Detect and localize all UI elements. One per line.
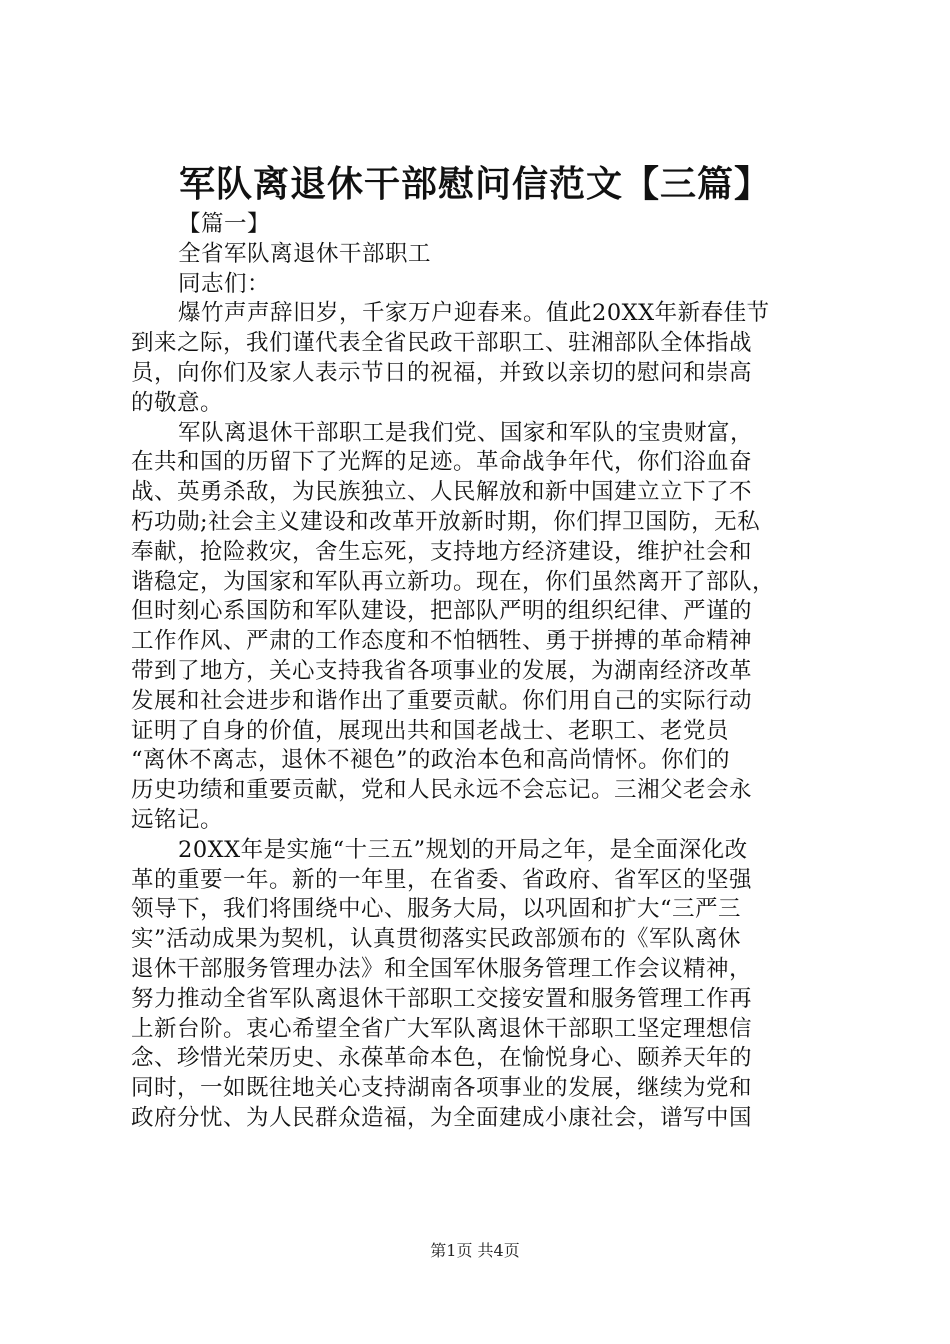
document-title: 军队离退休干部慰问信范文【三篇】 (178, 163, 771, 205)
paragraph-line: 证明了自身的价值，展现出共和国老战士、老职工、老党员 (131, 717, 730, 744)
paragraph-line: 朽功勋;社会主义建设和改革开放新时期，你们捍卫国防，无私 (131, 508, 761, 535)
section-heading: 【篇一】 (178, 211, 271, 237)
paragraph-line: 爆竹声声辞旧岁，千家万户迎春来。值此20XX年新春佳节 (178, 300, 770, 327)
paragraph-line: 上新台阶。衷心希望全省广大军队离退休干部职工坚定理想信 (131, 1015, 753, 1042)
paragraph-line: 领导下，我们将围绕中心、服务大局，以巩固和扩大“三严三 (131, 896, 742, 923)
paragraph-line: 军队离退休干部职工是我们党、国家和军队的宝贵财富， (178, 419, 754, 446)
paragraph-line: 实”活动成果为契机，认真贯彻落实民政部颁布的《军队离休 (131, 926, 742, 953)
paragraph-line: 革的重要一年。新的一年里，在省委、省政府、省军区的坚强 (131, 866, 753, 893)
paragraph-line: 努力推动全省军队离退休干部职工交接安置和服务管理工作再 (131, 985, 753, 1012)
paragraph-line: 20XX年是实施“十三五”规划的开局之年，是全面深化改 (178, 836, 748, 863)
paragraph-line: 工作作风、严肃的工作态度和不怕牺牲、勇于拼搏的革命精神 (131, 628, 753, 655)
paragraph-line: 退休干部服务管理办法》和全国军休服务管理工作会议精神， (131, 955, 753, 982)
paragraph-line: 历史功绩和重要贡献，党和人民永远不会忘记。三湘父老会永 (131, 777, 753, 804)
page-number-footer: 第1页 共4页 (430, 1241, 520, 1260)
document-body (131, 210, 831, 1134)
salutation: 同志们： (178, 270, 271, 297)
paragraph-line: 奉献，抢险救灾，舍生忘死，支持地方经济建设，维护社会和 (131, 538, 753, 565)
paragraph-line: 战、英勇杀敌，为民族独立、人民解放和新中国建立立下了不 (131, 479, 753, 506)
paragraph-line: 到来之际，我们谨代表全省民政干部职工、驻湘部队全体指战 (131, 330, 753, 357)
paragraph-line: “离休不离志，退休不褪色”的政治本色和高尚情怀。你们的 (131, 747, 731, 774)
paragraph-line: 同时，一如既往地关心支持湖南各项事业的发展，继续为党和 (131, 1075, 753, 1102)
salutation-recipient: 全省军队离退休干部职工 (178, 240, 432, 267)
paragraph-line: 念、珍惜光荣历史、永葆革命本色，在愉悦身心、颐养天年的 (131, 1045, 753, 1072)
paragraph-line: 谐稳定，为国家和军队再立新功。现在，你们虽然离开了部队， (131, 568, 776, 595)
paragraph-line: 的敬意。 (131, 389, 224, 416)
paragraph-line: 政府分忧、为人民群众造福，为全面建成小康社会，谱写中国 (131, 1104, 753, 1131)
paragraph-line: 发展和社会进步和谐作出了重要贡献。你们用自己的实际行动 (131, 687, 753, 714)
paragraph-line: 但时刻心系国防和军队建设，把部队严明的组织纪律、严谨的 (131, 598, 753, 625)
paragraph-line: 带到了地方，关心支持我省各项事业的发展，为湖南经济改革 (131, 657, 753, 684)
paragraph-line: 在共和国的历留下了光辉的足迹。革命战争年代，你们浴血奋 (131, 449, 753, 476)
paragraph-line: 远铭记。 (131, 806, 224, 833)
paragraph-line: 员，向你们及家人表示节日的祝福，并致以亲切的慰问和崇高 (131, 359, 753, 386)
